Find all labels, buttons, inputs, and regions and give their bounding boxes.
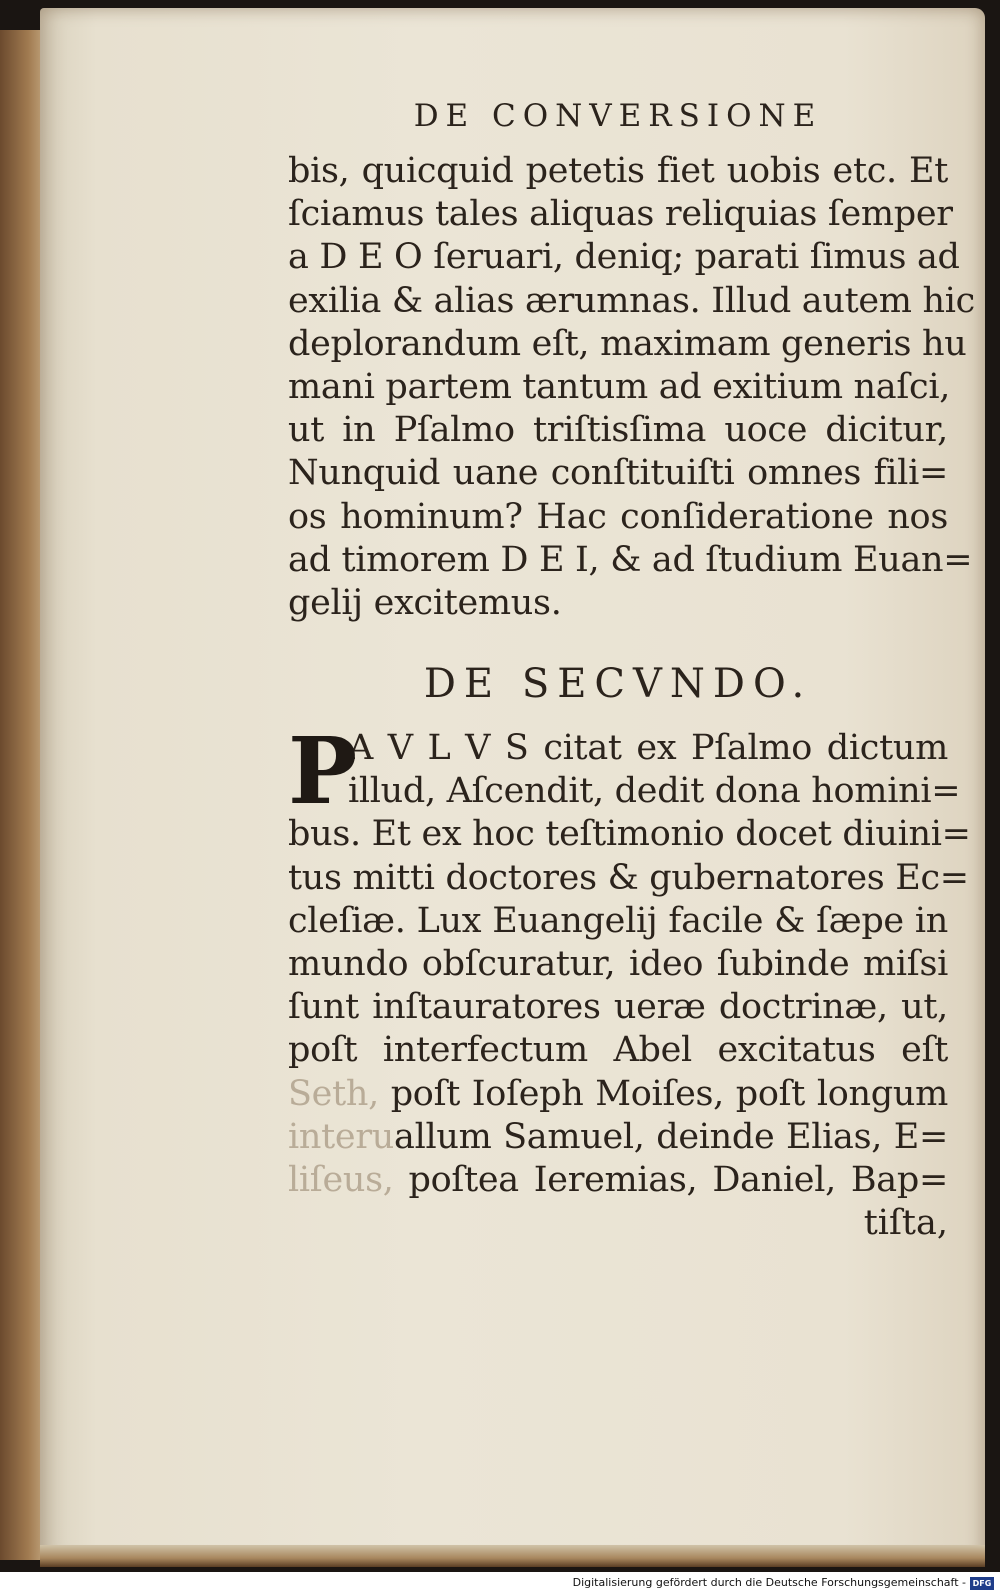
- text-line: a D E O ſeruari, deniq; parati ſimus ad: [288, 237, 960, 278]
- text-segment: poſt Ioſeph Moiſes, poſt longum: [378, 1073, 948, 1114]
- text-line: [288, 1073, 948, 1116]
- text-line: illud, Aſcendit, dedit dona homini=: [348, 771, 961, 812]
- text-line: deplorandum eſt, maximam generis hu: [288, 323, 967, 364]
- text-line: ad timorem D E I, & ad ſtudium Euan=: [288, 539, 973, 580]
- text-line: bus. Et ex hoc teſtimonio docet diuini=: [288, 814, 971, 855]
- text-line: cleſiæ. Lux Euangelij facile & ſæpe in: [288, 900, 948, 941]
- text-line: [288, 1159, 948, 1202]
- text-line: Nunquid uane conſtituiſti omnes fili=: [288, 453, 948, 494]
- faded-text: interu: [288, 1116, 394, 1157]
- text-line: mundo obſcuratur, ideo ſubinde miſsi: [288, 944, 948, 984]
- faded-text: liſeus,: [288, 1159, 394, 1200]
- paragraph-1: [288, 150, 975, 625]
- page-bottom-edge: [40, 1545, 985, 1567]
- catchword: tiſta,: [863, 1203, 948, 1244]
- text-line: os hominum? Hac conſideratione nos: [288, 496, 948, 537]
- text-line: exilia & alias ærumnas. Illud autem hic: [288, 280, 975, 321]
- text-line: ſciamus tales aliquas reliquias ſemper: [288, 194, 953, 235]
- text-line: poſt interfectum Abel excitatus eſt: [288, 1030, 948, 1071]
- paragraph-2: [288, 717, 971, 1245]
- text-segment: allum Samuel, deinde Elias, E=: [394, 1116, 948, 1157]
- text-segment: poſtea Ieremias, Daniel, Bap=: [393, 1159, 948, 1200]
- text-line: ſunt inſtauratores ueræ doctrinæ, ut,: [288, 987, 948, 1028]
- text-line: ut in Pſalmo triſtisſima uoce dicitur,: [288, 410, 948, 451]
- text-line: bis, quicquid petetis fiet uobis etc. Et: [288, 151, 948, 191]
- section-heading: DE SECVNDO.: [423, 661, 813, 708]
- text-line: [288, 1116, 948, 1159]
- page-text-block: [288, 96, 975, 1245]
- footer-bar: [0, 1572, 1000, 1596]
- text-line: A V L V S citat ex Pſalmo dictum: [348, 728, 948, 769]
- text-line: gelij excitemus.: [288, 582, 562, 623]
- dfg-logo-icon: DFG: [970, 1577, 994, 1590]
- running-head: DE CONVERSIONE: [413, 98, 823, 134]
- drop-cap-initial: P: [288, 717, 358, 826]
- faded-text: Seth,: [288, 1073, 379, 1114]
- text-line: mani partem tantum ad exitium naſci,: [288, 366, 951, 407]
- funding-credit: Digitalisierung gefördert durch die Deutsche Forschungsgemeinschaft -: [572, 1576, 966, 1589]
- text-line: tus mitti doctores & gubernatores Ec=: [288, 857, 969, 898]
